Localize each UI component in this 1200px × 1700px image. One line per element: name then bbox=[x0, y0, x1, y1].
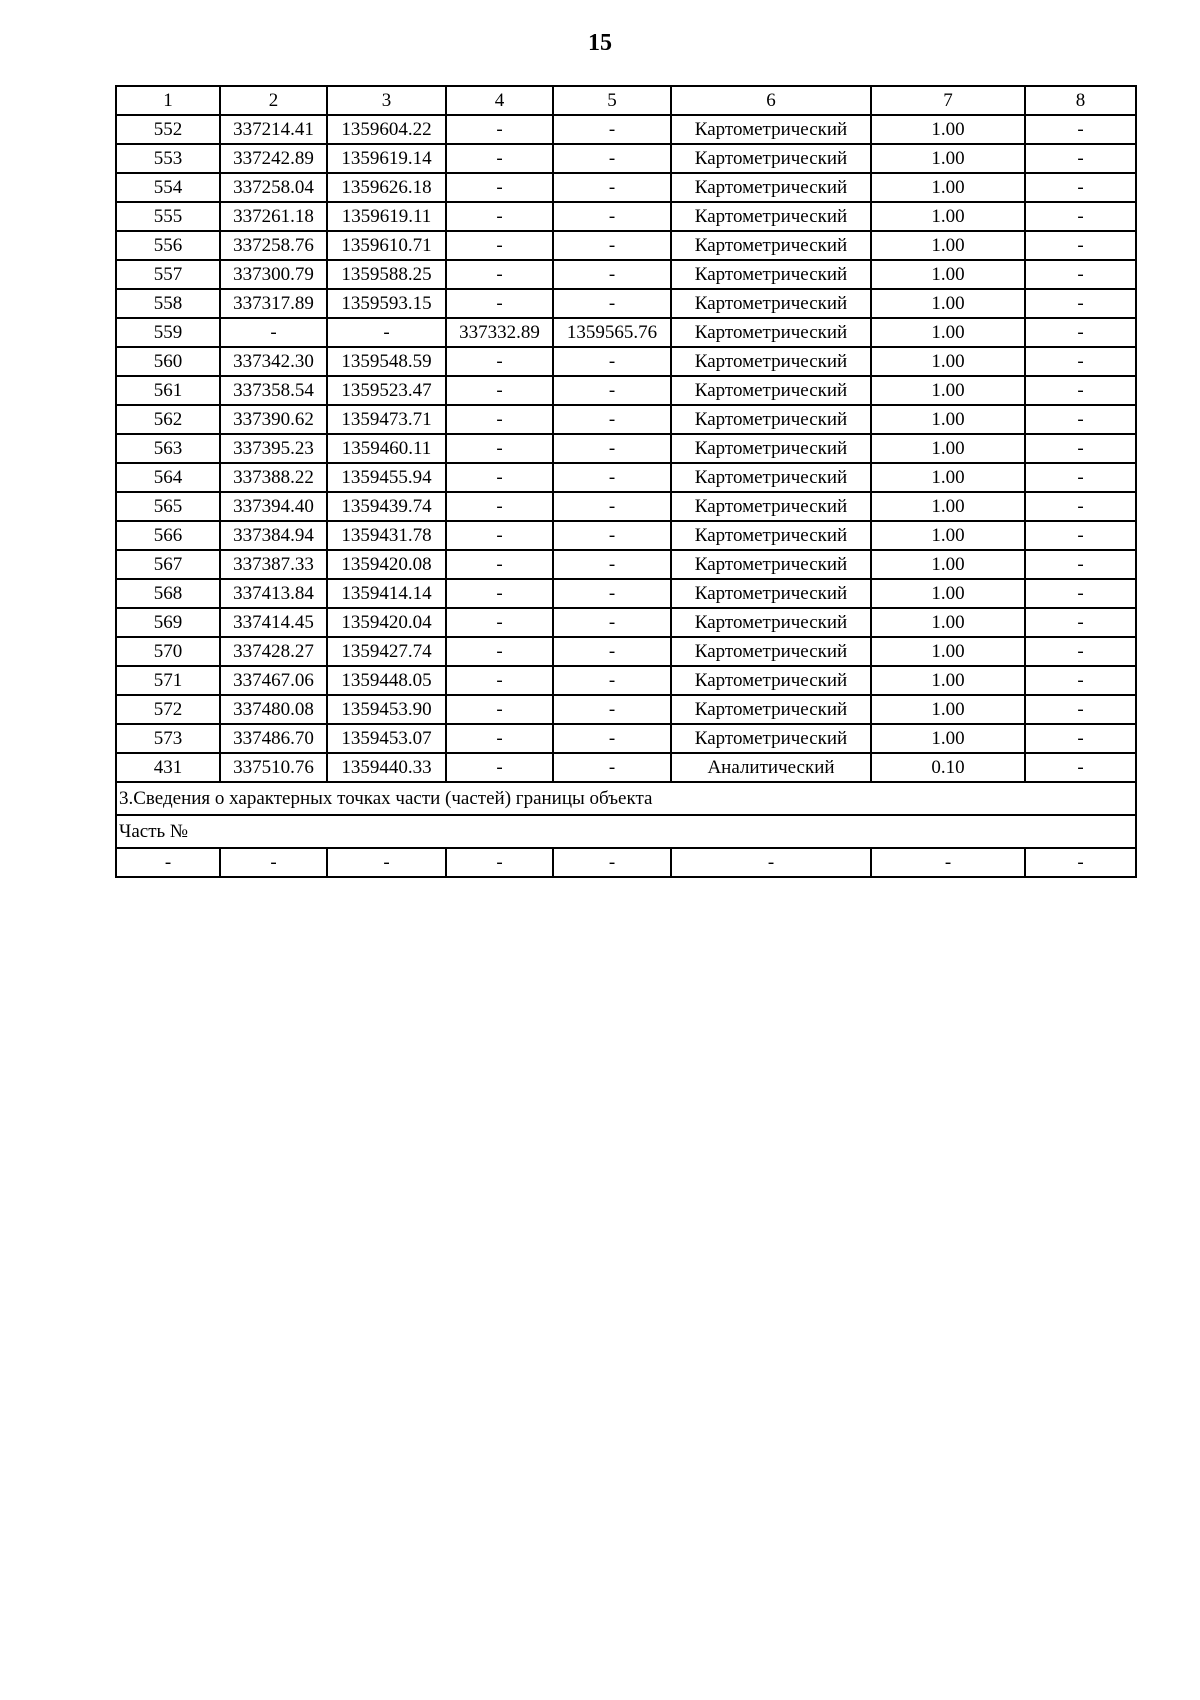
table-cell: - bbox=[1025, 666, 1136, 695]
table-cell: 337510.76 bbox=[220, 753, 327, 782]
table-cell: 1.00 bbox=[871, 695, 1025, 724]
table-cell: 563 bbox=[116, 434, 220, 463]
table-cell: 560 bbox=[116, 347, 220, 376]
table-cell: 337358.54 bbox=[220, 376, 327, 405]
table-cell: 1.00 bbox=[871, 521, 1025, 550]
table-cell: Картометрический bbox=[671, 637, 871, 666]
table-cell: 337261.18 bbox=[220, 202, 327, 231]
table-cell: 1.00 bbox=[871, 376, 1025, 405]
table-cell: - bbox=[220, 848, 327, 877]
header-cell: 8 bbox=[1025, 86, 1136, 115]
page-number: 15 bbox=[588, 30, 612, 56]
table-cell: 1359420.04 bbox=[327, 608, 446, 637]
table-cell: - bbox=[553, 753, 671, 782]
table-cell: 553 bbox=[116, 144, 220, 173]
part-label-row bbox=[116, 815, 1136, 848]
table-body bbox=[116, 115, 1136, 782]
table-cell: - bbox=[1025, 231, 1136, 260]
header-cell: 2 bbox=[220, 86, 327, 115]
table-cell: 1.00 bbox=[871, 173, 1025, 202]
table-cell: Картометрический bbox=[671, 144, 871, 173]
table-cell: - bbox=[446, 463, 553, 492]
table-cell: - bbox=[553, 376, 671, 405]
table-row bbox=[116, 666, 1136, 695]
table-cell: 1.00 bbox=[871, 637, 1025, 666]
table-cell: 1.00 bbox=[871, 666, 1025, 695]
table-cell: - bbox=[446, 347, 553, 376]
table-cell: - bbox=[1025, 608, 1136, 637]
table-cell: - bbox=[446, 666, 553, 695]
table-cell: - bbox=[1025, 289, 1136, 318]
table-row bbox=[116, 318, 1136, 347]
table-cell: Картометрический bbox=[671, 550, 871, 579]
table-cell: - bbox=[553, 521, 671, 550]
table-cell: - bbox=[1025, 637, 1136, 666]
table-row bbox=[116, 521, 1136, 550]
table-row bbox=[116, 579, 1136, 608]
table-row bbox=[116, 289, 1136, 318]
table-row bbox=[116, 637, 1136, 666]
table-cell: 337214.41 bbox=[220, 115, 327, 144]
table-cell: Картометрический bbox=[671, 260, 871, 289]
table-cell: 337387.33 bbox=[220, 550, 327, 579]
table-cell: 1359448.05 bbox=[327, 666, 446, 695]
table-cell: - bbox=[446, 492, 553, 521]
table-cell: - bbox=[446, 637, 553, 666]
table-cell: 1.00 bbox=[871, 260, 1025, 289]
table-cell: - bbox=[553, 848, 671, 877]
table-cell: Картометрический bbox=[671, 579, 871, 608]
table-cell: Картометрический bbox=[671, 231, 871, 260]
table-cell: - bbox=[553, 347, 671, 376]
table-cell: - bbox=[446, 173, 553, 202]
table-cell: - bbox=[1025, 144, 1136, 173]
table-row bbox=[116, 463, 1136, 492]
table-row bbox=[116, 115, 1136, 144]
table-cell: 337388.22 bbox=[220, 463, 327, 492]
table-cell: Картометрический bbox=[671, 347, 871, 376]
table-cell: 571 bbox=[116, 666, 220, 695]
table-cell: 337414.45 bbox=[220, 608, 327, 637]
table-cell: 337317.89 bbox=[220, 289, 327, 318]
table-cell: - bbox=[1025, 848, 1136, 877]
table-cell: 573 bbox=[116, 724, 220, 753]
table-cell: - bbox=[1025, 753, 1136, 782]
table-cell: - bbox=[327, 318, 446, 347]
table-cell: 566 bbox=[116, 521, 220, 550]
table-cell: 1.00 bbox=[871, 724, 1025, 753]
table-cell: 1359593.15 bbox=[327, 289, 446, 318]
table-cell: - bbox=[1025, 521, 1136, 550]
table-cell: 0.10 bbox=[871, 753, 1025, 782]
table-cell: 1359523.47 bbox=[327, 376, 446, 405]
table-cell: - bbox=[553, 144, 671, 173]
part-label: Часть № bbox=[116, 815, 1136, 848]
table-cell: 570 bbox=[116, 637, 220, 666]
table-cell: - bbox=[1025, 550, 1136, 579]
table-cell: Картометрический bbox=[671, 376, 871, 405]
header-cell: 3 bbox=[327, 86, 446, 115]
table-cell: - bbox=[1025, 173, 1136, 202]
table-cell: 337342.30 bbox=[220, 347, 327, 376]
table-cell: - bbox=[446, 848, 553, 877]
table-cell: Картометрический bbox=[671, 405, 871, 434]
header-cell: 7 bbox=[871, 86, 1025, 115]
table-cell: 555 bbox=[116, 202, 220, 231]
table-cell: - bbox=[446, 521, 553, 550]
table-cell: 558 bbox=[116, 289, 220, 318]
table-cell: - bbox=[446, 231, 553, 260]
table-cell: 561 bbox=[116, 376, 220, 405]
table-cell: 1.00 bbox=[871, 202, 1025, 231]
section-title-row bbox=[116, 782, 1136, 815]
table-cell: - bbox=[1025, 318, 1136, 347]
table-cell: Картометрический bbox=[671, 434, 871, 463]
table-cell: 1359414.14 bbox=[327, 579, 446, 608]
table-cell: - bbox=[446, 405, 553, 434]
table-cell: - bbox=[553, 289, 671, 318]
table-cell: 552 bbox=[116, 115, 220, 144]
table-cell: 1359440.33 bbox=[327, 753, 446, 782]
table-cell: - bbox=[553, 492, 671, 521]
table-row bbox=[116, 231, 1136, 260]
table-cell: - bbox=[1025, 579, 1136, 608]
table-row bbox=[116, 376, 1136, 405]
header-row bbox=[116, 86, 1136, 115]
table-row bbox=[116, 144, 1136, 173]
table-cell: Аналитический bbox=[671, 753, 871, 782]
table-cell: 337390.62 bbox=[220, 405, 327, 434]
table-cell: - bbox=[446, 202, 553, 231]
table-cell: 564 bbox=[116, 463, 220, 492]
table-cell: 1359588.25 bbox=[327, 260, 446, 289]
table-cell: Картометрический bbox=[671, 318, 871, 347]
table-cell: Картометрический bbox=[671, 463, 871, 492]
table-cell: - bbox=[553, 608, 671, 637]
table-cell: - bbox=[446, 550, 553, 579]
table-cell: - bbox=[553, 202, 671, 231]
table-cell: 1359604.22 bbox=[327, 115, 446, 144]
table-cell: - bbox=[1025, 463, 1136, 492]
table-cell: 1359455.94 bbox=[327, 463, 446, 492]
table-cell: 1359548.59 bbox=[327, 347, 446, 376]
table-cell: - bbox=[446, 753, 553, 782]
table-cell: 557 bbox=[116, 260, 220, 289]
table-cell: Картометрический bbox=[671, 202, 871, 231]
table-cell: - bbox=[446, 579, 553, 608]
table-cell: - bbox=[553, 666, 671, 695]
table-cell: 1.00 bbox=[871, 405, 1025, 434]
table-cell: 1359565.76 bbox=[553, 318, 671, 347]
table-cell: - bbox=[1025, 347, 1136, 376]
table-cell: 1.00 bbox=[871, 550, 1025, 579]
table-cell: - bbox=[553, 637, 671, 666]
table-cell: - bbox=[116, 848, 220, 877]
table-cell: - bbox=[1025, 492, 1136, 521]
table-cell: - bbox=[1025, 376, 1136, 405]
table-cell: Картометрический bbox=[671, 521, 871, 550]
table-cell: - bbox=[553, 463, 671, 492]
table-cell: - bbox=[446, 434, 553, 463]
table-cell: - bbox=[1025, 695, 1136, 724]
header-cell: 4 bbox=[446, 86, 553, 115]
table-cell: 337258.76 bbox=[220, 231, 327, 260]
table-cell: Картометрический bbox=[671, 115, 871, 144]
table-cell: Картометрический bbox=[671, 695, 871, 724]
table-cell: 565 bbox=[116, 492, 220, 521]
table-cell: 337480.08 bbox=[220, 695, 327, 724]
header-cell: 6 bbox=[671, 86, 871, 115]
table-cell: - bbox=[220, 318, 327, 347]
table-cell: 1.00 bbox=[871, 579, 1025, 608]
table-row bbox=[116, 347, 1136, 376]
table-cell: 554 bbox=[116, 173, 220, 202]
table-cell: Картометрический bbox=[671, 724, 871, 753]
table-row bbox=[116, 753, 1136, 782]
table-cell: - bbox=[553, 695, 671, 724]
table-cell: - bbox=[553, 724, 671, 753]
table-row bbox=[116, 492, 1136, 521]
table-cell: - bbox=[446, 289, 553, 318]
table-cell: 1359460.11 bbox=[327, 434, 446, 463]
table-cell: 337486.70 bbox=[220, 724, 327, 753]
table-cell: 559 bbox=[116, 318, 220, 347]
table-row bbox=[116, 608, 1136, 637]
table-cell: 1359453.07 bbox=[327, 724, 446, 753]
table-cell: - bbox=[446, 260, 553, 289]
table-cell: - bbox=[1025, 115, 1136, 144]
table-cell: 1359619.11 bbox=[327, 202, 446, 231]
table-cell: - bbox=[553, 173, 671, 202]
table-cell: 337394.40 bbox=[220, 492, 327, 521]
table-row bbox=[116, 550, 1136, 579]
table-cell: 1359619.14 bbox=[327, 144, 446, 173]
table-cell: 568 bbox=[116, 579, 220, 608]
table-row bbox=[116, 695, 1136, 724]
table-cell: 1359473.71 bbox=[327, 405, 446, 434]
header-cell: 5 bbox=[553, 86, 671, 115]
table-cell: 337242.89 bbox=[220, 144, 327, 173]
part-data-row bbox=[116, 848, 1136, 877]
table-row bbox=[116, 260, 1136, 289]
table-row bbox=[116, 405, 1136, 434]
table-cell: 337300.79 bbox=[220, 260, 327, 289]
table-cell: - bbox=[327, 848, 446, 877]
table-cell: Картометрический bbox=[671, 492, 871, 521]
table-cell: 562 bbox=[116, 405, 220, 434]
table-cell: 1.00 bbox=[871, 434, 1025, 463]
coordinates-table bbox=[115, 85, 1137, 878]
table-cell: - bbox=[446, 376, 553, 405]
table-row bbox=[116, 173, 1136, 202]
table-cell: 569 bbox=[116, 608, 220, 637]
table-cell: - bbox=[553, 405, 671, 434]
table-cell: 1.00 bbox=[871, 492, 1025, 521]
table-cell: - bbox=[446, 724, 553, 753]
table-cell: 337384.94 bbox=[220, 521, 327, 550]
table-cell: 556 bbox=[116, 231, 220, 260]
header-cell: 1 bbox=[116, 86, 220, 115]
section-title: 3.Сведения о характерных точках части (частей) границы объекта bbox=[116, 782, 1136, 815]
table-cell: 1.00 bbox=[871, 144, 1025, 173]
table-cell: 1359431.78 bbox=[327, 521, 446, 550]
table-cell: 1.00 bbox=[871, 318, 1025, 347]
table-cell: - bbox=[671, 848, 871, 877]
table-cell: 337395.23 bbox=[220, 434, 327, 463]
table-cell: Картометрический bbox=[671, 666, 871, 695]
table-cell: - bbox=[553, 579, 671, 608]
table-cell: 1.00 bbox=[871, 347, 1025, 376]
table-cell: Картометрический bbox=[671, 289, 871, 318]
table-cell: 1359420.08 bbox=[327, 550, 446, 579]
table-cell: Картометрический bbox=[671, 608, 871, 637]
table-cell: - bbox=[1025, 434, 1136, 463]
table-row bbox=[116, 434, 1136, 463]
table-cell: 337332.89 bbox=[446, 318, 553, 347]
table-cell: - bbox=[553, 434, 671, 463]
table-cell: - bbox=[1025, 202, 1136, 231]
table-cell: - bbox=[1025, 724, 1136, 753]
table-cell: 337258.04 bbox=[220, 173, 327, 202]
table-cell: 567 bbox=[116, 550, 220, 579]
table-cell: 572 bbox=[116, 695, 220, 724]
table-cell: 1359439.74 bbox=[327, 492, 446, 521]
table-cell: - bbox=[871, 848, 1025, 877]
table-cell: 1.00 bbox=[871, 115, 1025, 144]
table-cell: 1.00 bbox=[871, 231, 1025, 260]
table-cell: 431 bbox=[116, 753, 220, 782]
table-cell: - bbox=[1025, 405, 1136, 434]
table-row bbox=[116, 724, 1136, 753]
table-cell: 1.00 bbox=[871, 463, 1025, 492]
table-cell: - bbox=[1025, 260, 1136, 289]
table-cell: - bbox=[446, 695, 553, 724]
table-cell: 1359610.71 bbox=[327, 231, 446, 260]
table-cell: - bbox=[553, 260, 671, 289]
table-cell: 1359626.18 bbox=[327, 173, 446, 202]
table-cell: - bbox=[553, 231, 671, 260]
table-cell: - bbox=[553, 550, 671, 579]
table-cell: - bbox=[553, 115, 671, 144]
table-cell: 1359427.74 bbox=[327, 637, 446, 666]
table-cell: 337428.27 bbox=[220, 637, 327, 666]
table-cell: 337413.84 bbox=[220, 579, 327, 608]
table-cell: 1359453.90 bbox=[327, 695, 446, 724]
table-cell: - bbox=[446, 115, 553, 144]
table-cell: 1.00 bbox=[871, 289, 1025, 318]
table-cell: - bbox=[446, 144, 553, 173]
table-cell: - bbox=[446, 608, 553, 637]
table-cell: 337467.06 bbox=[220, 666, 327, 695]
table-cell: Картометрический bbox=[671, 173, 871, 202]
table-row bbox=[116, 202, 1136, 231]
table-cell: 1.00 bbox=[871, 608, 1025, 637]
